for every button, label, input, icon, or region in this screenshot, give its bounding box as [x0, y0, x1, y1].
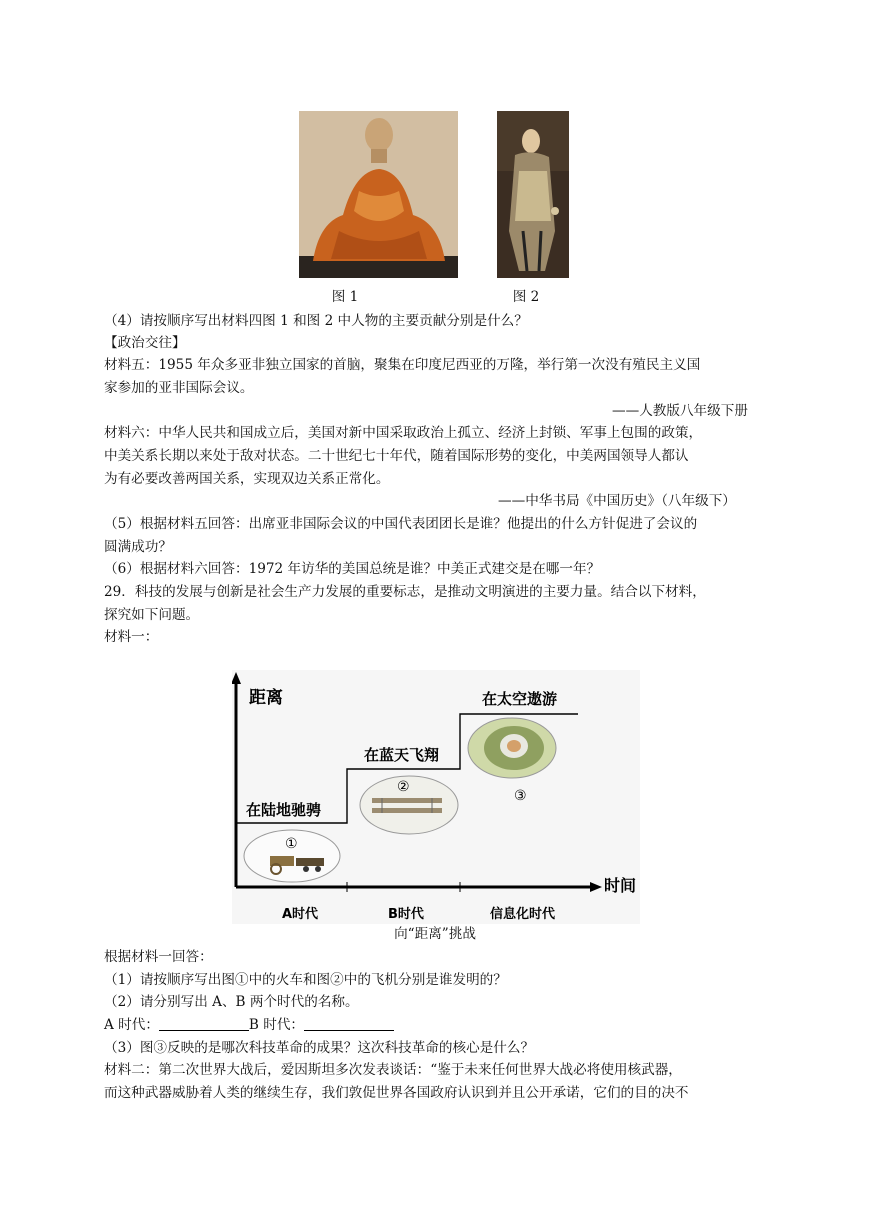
figure-1-monk-statue — [299, 111, 458, 278]
question-4: （4）请按顺序写出材料四图 1 和图 2 中人物的主要贡献分别是什么？ — [104, 313, 528, 329]
material-2-line-2: 而这种武器威胁着人类的继续生存，我们敦促世界各国政府认识到并且公开承诺，它们的目的决不 — [104, 1085, 689, 1101]
material-1-answer-prompt: 根据材料一回答： — [104, 949, 213, 965]
fill-in-blanks — [104, 1014, 394, 1036]
a-era-label: A 时代： — [104, 1017, 159, 1033]
step-label-3: 在太空遨游 — [482, 690, 558, 708]
question-29-line-2: 探究如下问题。 — [104, 607, 200, 623]
material-5-line-1: 材料五：1955 年众多亚非独立国家的首脑，聚集在印度尼西亚的万隆，举行第一次没有殖民主义国 — [104, 357, 701, 373]
category-label-1: A时代 — [282, 907, 319, 922]
category-label-2: B时代 — [388, 907, 424, 922]
source-citation-2: ——中华书局《中国历史》（八年级下） — [498, 493, 736, 509]
figure-2-caption: 图 2 — [512, 289, 540, 305]
question-5-line-1: （5）根据材料五回答：出席亚非国际会议的中国代表团团长是谁？他提出的什么方针促进了会议的 — [104, 516, 698, 532]
y-axis-label: 距离 — [249, 688, 283, 708]
distance-step-chart — [232, 670, 640, 924]
b-era-blank[interactable] — [304, 1016, 394, 1031]
figure-2-painting — [497, 111, 569, 278]
x-axis-label: 时间 — [604, 876, 637, 895]
chart-svg — [232, 670, 640, 924]
category-label-3: 信息化时代 — [490, 907, 556, 922]
material-5-line-2: 家参加的亚非国际会议。 — [104, 380, 254, 396]
question-6: （6）根据材料六回答：1972 年访华的美国总统是谁？中美正式建交是在哪一年？ — [104, 561, 601, 577]
source-citation-1: ——人教版八年级下册 — [612, 403, 748, 419]
b-era-label: B 时代： — [248, 1017, 305, 1033]
material-1-label: 材料一： — [104, 629, 159, 645]
step-marker-1: ① — [285, 836, 298, 852]
step-label-2: 在蓝天飞翔 — [364, 746, 440, 764]
step-marker-3: ③ — [514, 788, 527, 804]
step-marker-2: ② — [397, 779, 410, 795]
section-heading-politics: 【政治交往】 — [104, 335, 186, 351]
material-6-line-3: 为有必要改善两国关系，实现双边关系正常化。 — [104, 471, 390, 487]
material-6-line-1: 材料六：中华人民共和国成立后，美国对新中国采取政治上孤立、经济上封锁、军事上包围的政策， — [104, 425, 703, 441]
chart-caption: 向“距离”挑战 — [394, 926, 476, 942]
sub-question-1: （1）请按顺序写出图①中的火车和图②中的飞机分别是谁发明的？ — [104, 972, 507, 988]
step-label-1: 在陆地驰骋 — [246, 801, 322, 819]
a-era-blank[interactable] — [159, 1016, 249, 1031]
material-2-line-1: 材料二：第二次世界大战后，爱因斯坦多次发表谈话：“鉴于未来任何世界大战必将使用核武器， — [104, 1062, 682, 1078]
sub-question-2: （2）请分别写出 A、B 两个时代的名称。 — [104, 994, 359, 1010]
question-29-line-1: 29．科技的发展与创新是社会生产力发展的重要标志，是推动文明演进的主要力量。结合以下材料， — [104, 584, 706, 600]
question-5-line-2: 圆满成功？ — [104, 539, 172, 555]
material-6-line-2: 中美关系长期以来处于敌对状态。二十世纪七十年代，随着国际形势的变化，中美两国领导人都认 — [104, 448, 689, 464]
figure-1-caption: 图 1 — [331, 289, 359, 305]
sub-question-3: （3）图③反映的是哪次科技革命的成果？这次科技革命的核心是什么？ — [104, 1040, 535, 1056]
